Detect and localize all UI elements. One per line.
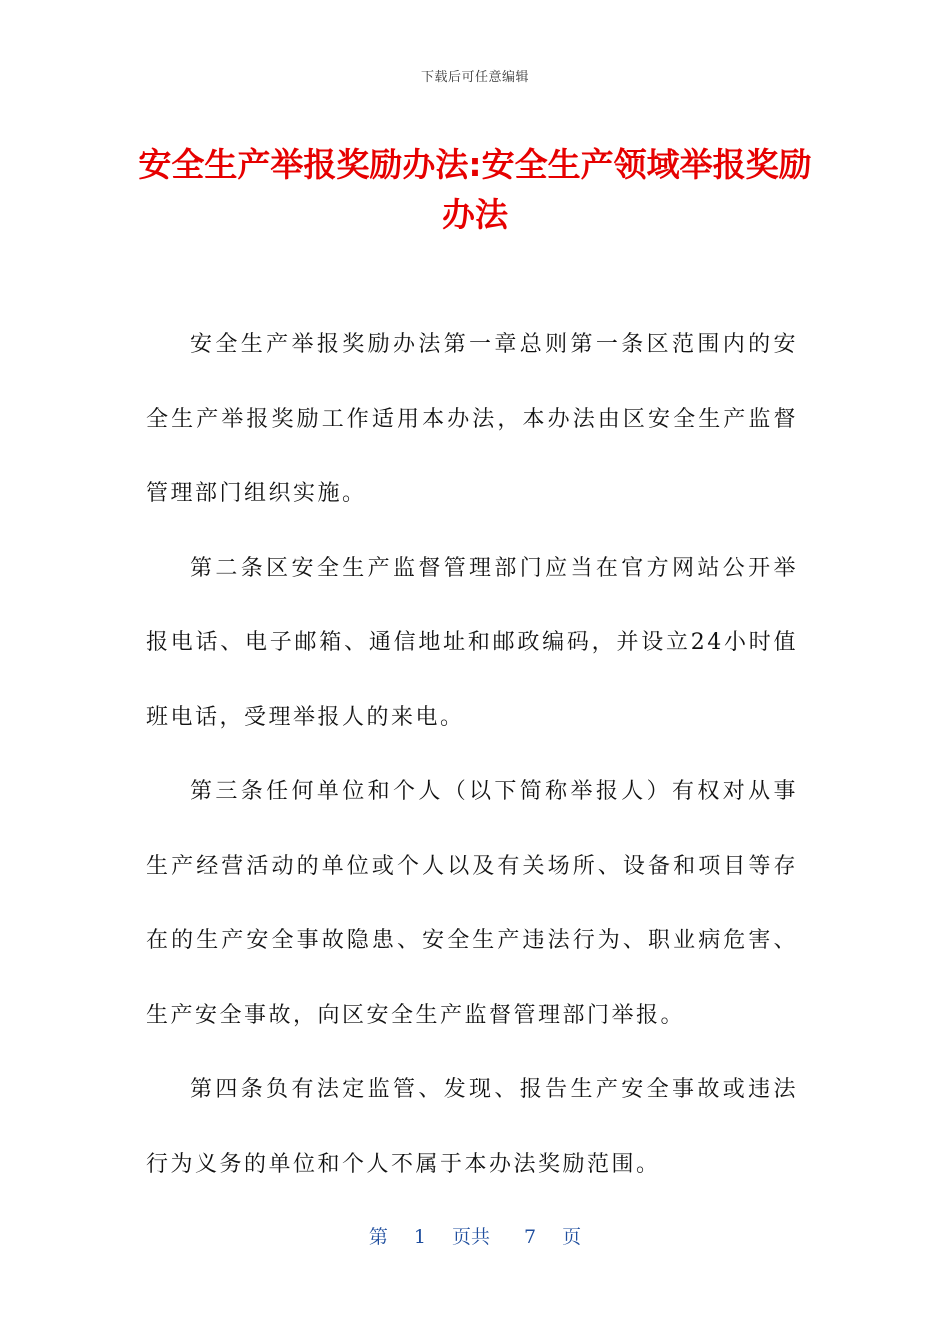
paragraph-3: 第三条任何单位和个人（以下简称举报人）有权对从事生产经营活动的单位或个人以及有关场所、设备和项目等存在的生产安全事故隐患、安全生产违法行为、职业病危害、生产安全事故，向区安全生产监督管理部门举报。 [146, 779, 798, 1028]
document-body [146, 308, 798, 1202]
footer-suffix: 页 [562, 1226, 582, 1248]
paragraph-4: 第四条负有法定监管、发现、报告生产安全事故或违法行为义务的单位和个人不属于本办法奖励范围。 [146, 1077, 798, 1177]
footer-prefix: 第 [368, 1226, 388, 1248]
footer-total-pages: 7 [524, 1226, 537, 1248]
footer-page-number: 1 [413, 1226, 426, 1248]
paragraph-2: 第二条区安全生产监督管理部门应当在官方网站公开举报电话、电子邮箱、通信地址和邮政编码，并设立24小时值班电话，受理举报人的来电。 [146, 555, 798, 730]
paragraph-1: 安全生产举报奖励办法第一章总则第一条区范围内的安全生产举报奖励工作适用本办法，本办法由区安全生产监督管理部门组织实施。 [146, 332, 798, 506]
header-note: 下载后可任意编辑 [420, 70, 529, 85]
footer-middle: 页共 [451, 1226, 490, 1248]
document-title: 安全生产举报奖励办法:安全生产领域举报奖励办法 [138, 145, 812, 234]
page-footer [0, 1222, 950, 1249]
